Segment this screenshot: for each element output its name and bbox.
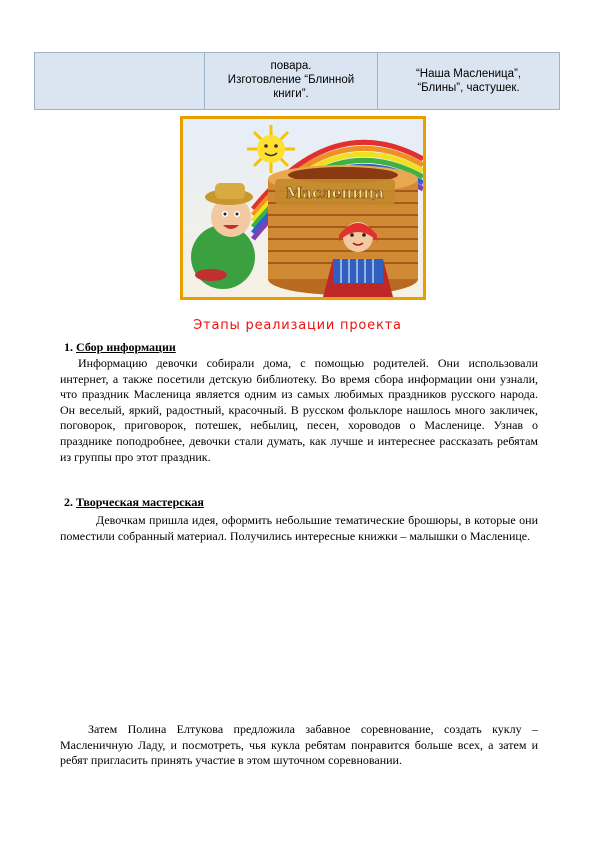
table-cell-songs bbox=[378, 53, 559, 109]
maslenitsa-picture bbox=[183, 119, 423, 297]
sign-text: Масленица bbox=[285, 184, 385, 202]
section-number: 2. bbox=[64, 495, 73, 509]
table-row bbox=[34, 52, 560, 110]
section-1-paragraph: Информацию девочки собирали дома, с помощью родителей. Они использовали интернет, а также посетили детскую библиотеку. Во время сбора информации они узнали, что праздник Масленица является одним из самых любимых праздников русского народа. Он веселый, яркий, радостный, красочный. В русском фольклоре нашлось много закличек, поговорок, приговорок, потешек, небылиц, песен, хороводов о Масленице. Узнав о празднике поподробнее, девочки стали думать, как лучше и интереснее рассказать ребятам из группы про этот праздник. bbox=[60, 356, 538, 464]
table-cell-activity bbox=[205, 53, 378, 109]
sun-icon bbox=[247, 125, 295, 173]
table-cell-empty bbox=[35, 53, 205, 109]
maslenitsa-sign bbox=[275, 179, 395, 205]
section-2-paragraph: Девочкам пришла идея, оформить небольшие тематические брошюры, в которые они поместили собранный материал. Получились интересные книжки – малышки о Масленице. bbox=[60, 513, 538, 543]
cell-line: “Блины”, частушек. bbox=[417, 82, 520, 94]
section-heading-text: Сбор информации bbox=[76, 340, 176, 354]
cell-line: Изготовление “Блинной bbox=[227, 74, 355, 86]
maslenitsa-illustration bbox=[180, 116, 426, 300]
section-title: Этапы реализации проекта bbox=[193, 318, 402, 333]
section-heading-1 bbox=[64, 340, 176, 355]
closing-paragraph: Затем Полина Елтукова предложила забавное соревнование, создать куклу – Масленичную Ладу, и посмотреть, чья кукла ребятам понравится больше всех, а затем и ребят пригласить принять участие в этом шуточном соревновании. bbox=[60, 722, 538, 768]
section-heading-text: Творческая мастерская bbox=[76, 495, 204, 509]
section-number: 1. bbox=[64, 340, 73, 354]
cell-line: повара. bbox=[270, 60, 312, 72]
cell-line: книги”. bbox=[273, 88, 309, 100]
section-heading-2 bbox=[64, 495, 204, 510]
cell-line: “Наша Масленица”, bbox=[415, 68, 522, 80]
